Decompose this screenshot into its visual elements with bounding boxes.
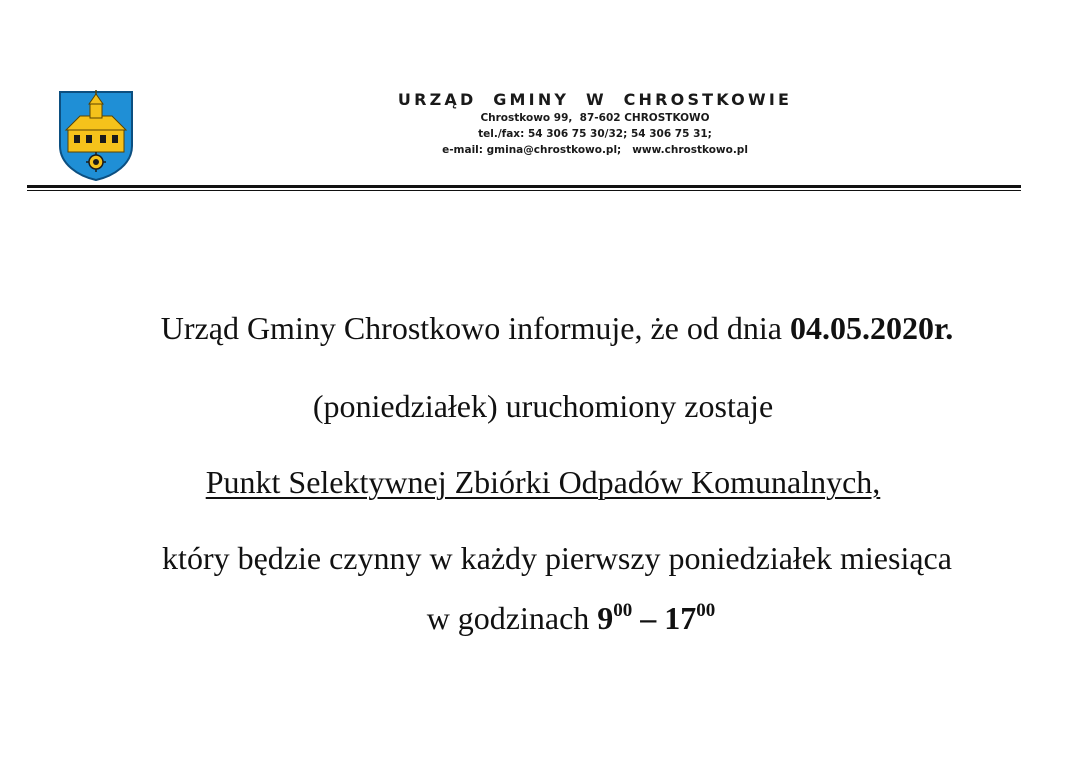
office-phone: tel./fax: 54 306 75 30/32; 54 306 75 31; xyxy=(478,128,712,140)
hours-prefix: w godzinach xyxy=(426,600,598,636)
office-name: URZĄD GMINY W CHROSTKOWIE xyxy=(397,90,793,109)
notice-line-1 xyxy=(0,310,1086,347)
coat-of-arms-icon xyxy=(58,90,134,182)
open-minutes: 00 xyxy=(613,600,633,621)
close-hour: 17 xyxy=(664,600,697,636)
office-header xyxy=(290,90,900,158)
notice-line-5 xyxy=(0,600,1086,637)
office-contact: e-mail: gmina@chrostkowo.pl; www.chrostkowo.pl xyxy=(442,144,748,156)
header-divider-thin xyxy=(27,190,1021,191)
open-hour: 9 xyxy=(597,600,614,636)
letterhead xyxy=(0,0,1086,200)
hours-dash: – xyxy=(632,600,665,636)
header-divider-thick xyxy=(27,185,1021,188)
notice-intro: Urząd Gminy Chrostkowo informuje, że od dnia xyxy=(160,310,790,346)
notice-line-2: (poniedziałek) uruchomiony zostaje xyxy=(312,388,774,424)
notice-line-3 xyxy=(0,464,1086,501)
notice-date: 04.05.2020r. xyxy=(789,310,954,346)
notice-line-4: który będzie czynny w każdy pierwszy poniedziałek miesiąca xyxy=(162,540,952,576)
collection-point-name: Punkt Selektywnej Zbiórki Odpadów Komunalnych, xyxy=(205,464,881,500)
office-address: Chrostkowo 99, 87-602 CHROSTKOWO xyxy=(480,112,710,124)
close-minutes: 00 xyxy=(696,600,716,621)
